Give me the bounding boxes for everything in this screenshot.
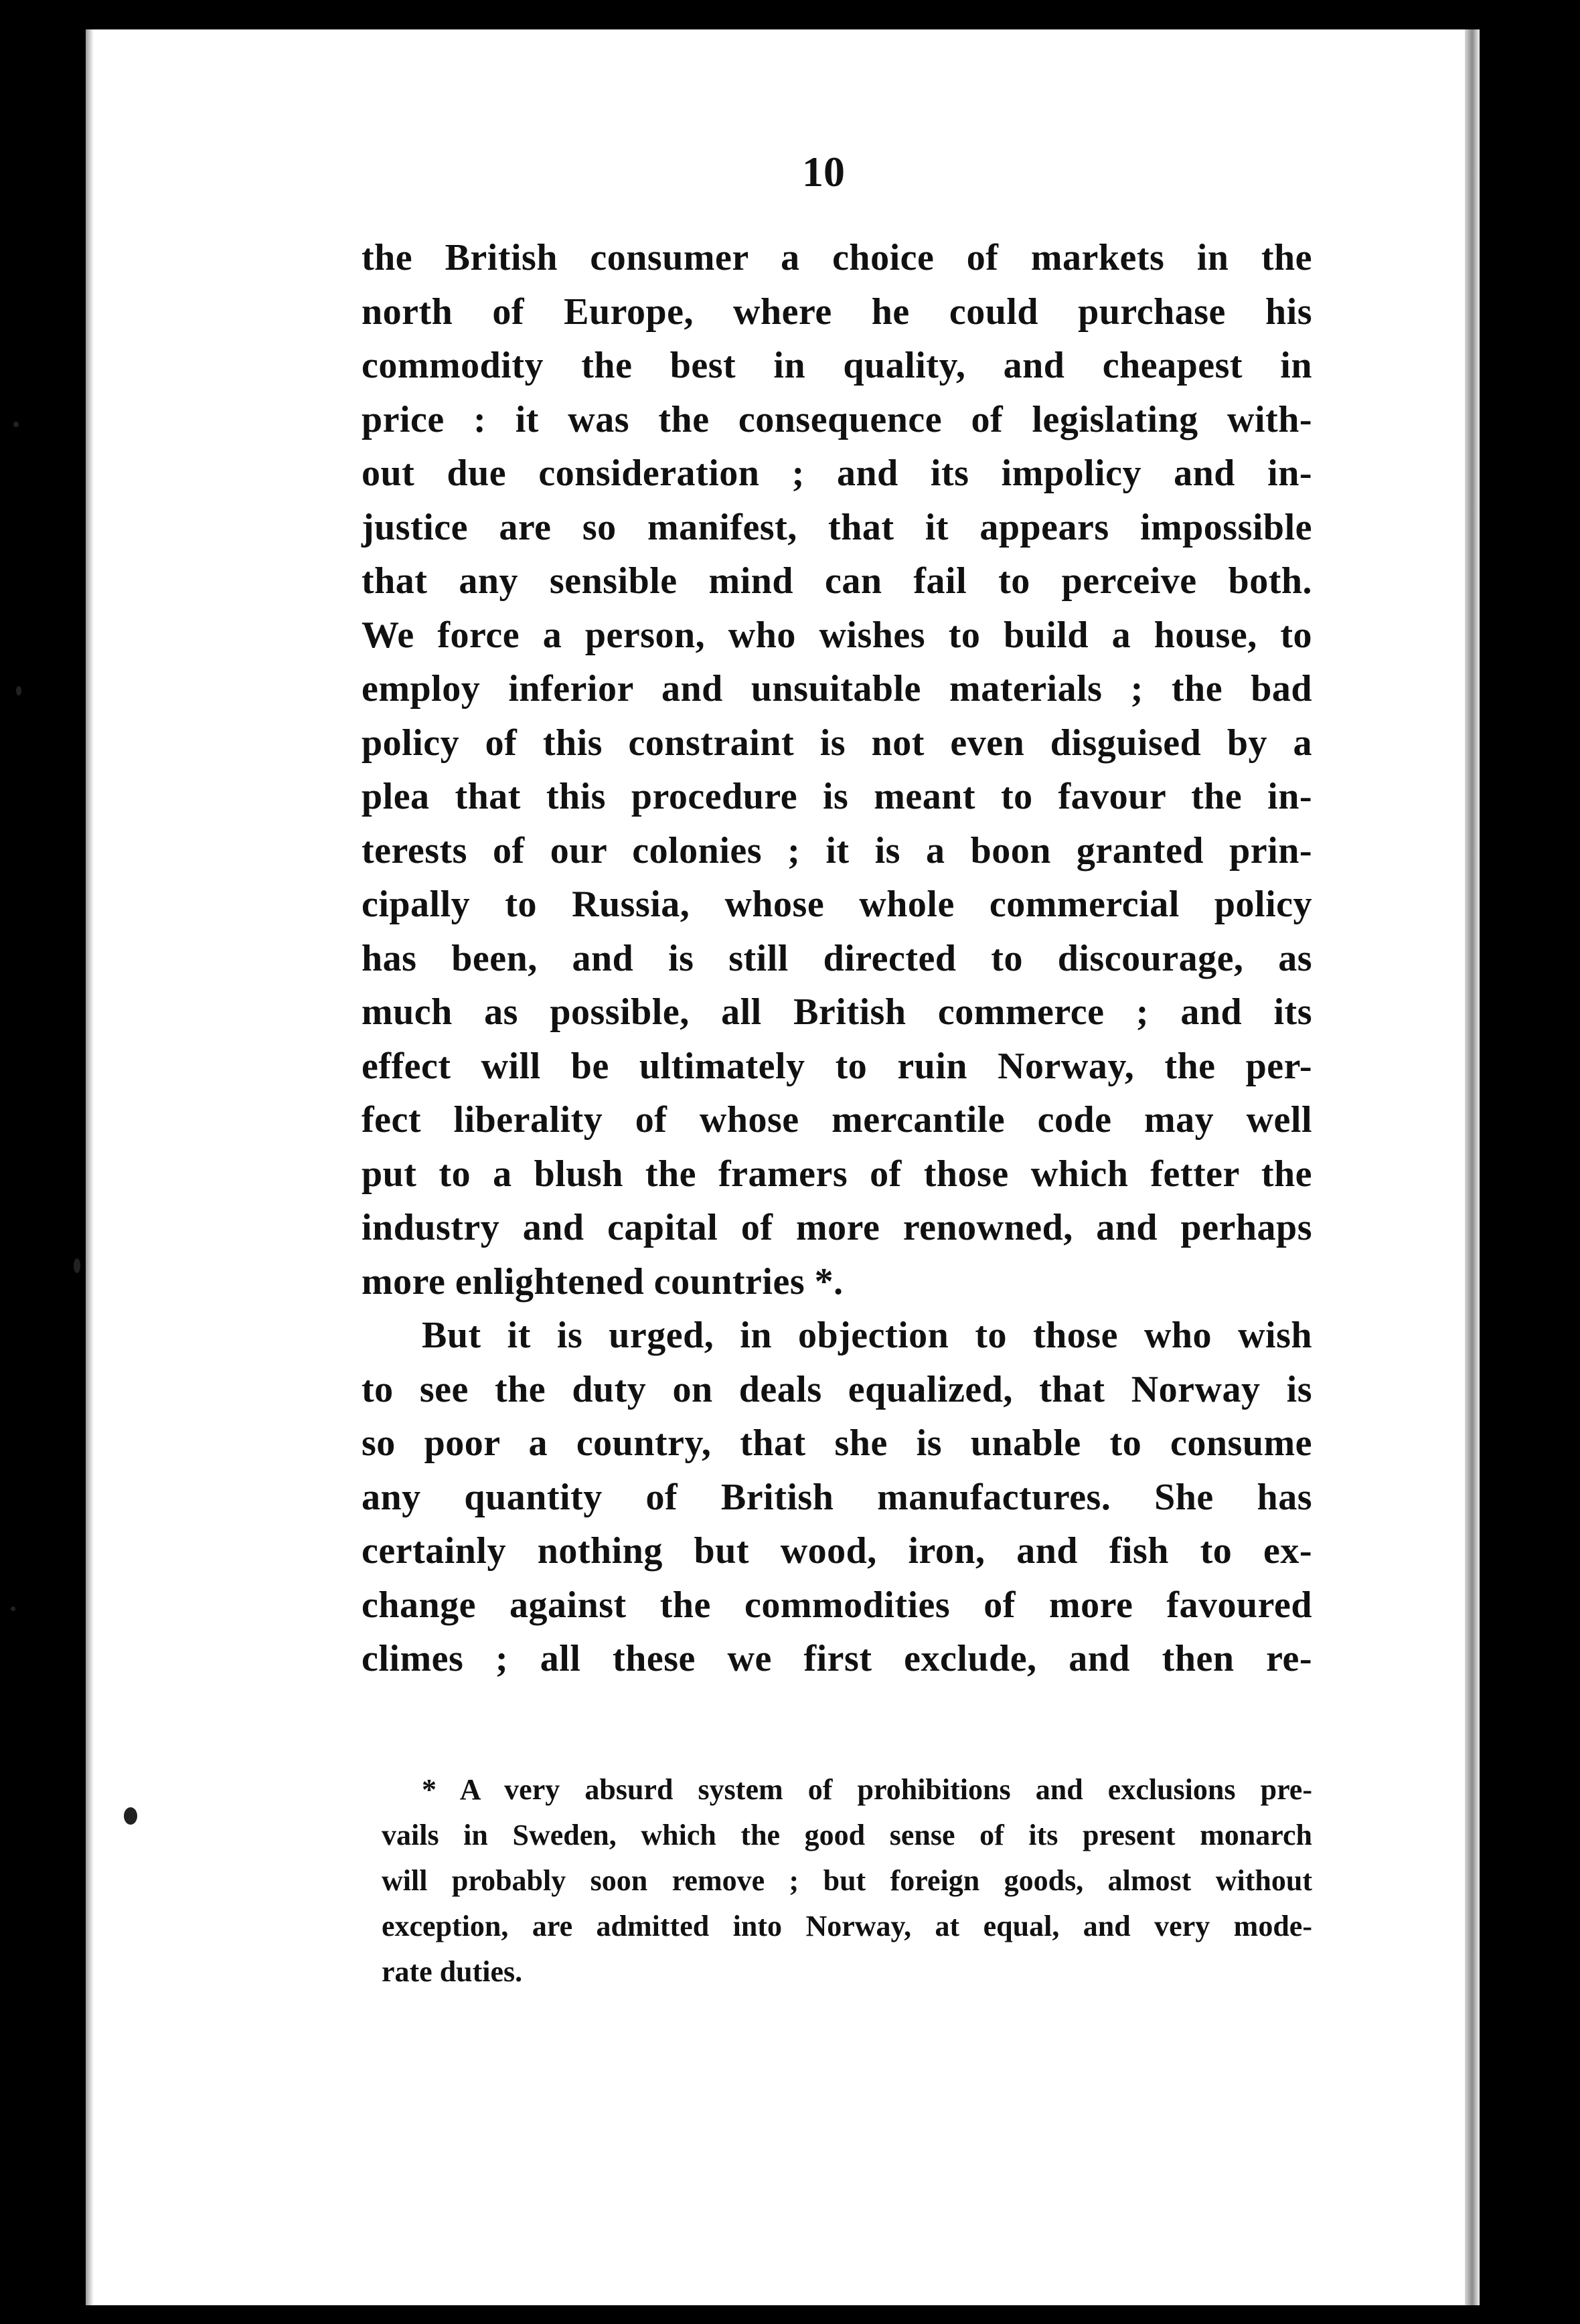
footnote-line: rate duties.	[382, 1955, 523, 1988]
body-line: much as possible, all British commerce ; and its	[362, 991, 1312, 1033]
body-line: any quantity of British manufactures. She has	[362, 1476, 1312, 1518]
page-edge	[1465, 29, 1480, 2305]
body-line: north of Europe, where he could purchase his	[362, 290, 1312, 333]
scan-speck	[13, 422, 19, 427]
body-line: policy of this constraint is not even disguised by a	[362, 722, 1312, 764]
page-number: 10	[802, 148, 845, 195]
footnote-line: * A very absurd system of prohibitions and exclusions pre-	[422, 1773, 1312, 1806]
body-line: fect liberality of whose mercantile code may well	[362, 1099, 1312, 1141]
body-line: change against the commodities of more favoured	[362, 1584, 1312, 1626]
body-line: terests of our colonies ; it is a boon granted prin-	[362, 829, 1312, 872]
body-line: that any sensible mind can fail to perceive both.	[362, 560, 1312, 602]
body-line: commodity the best in quality, and cheapest in	[362, 345, 1312, 386]
body-line: But it is urged, in objection to those who wish	[422, 1315, 1312, 1356]
body-line: more enlightened countries *.	[362, 1260, 844, 1303]
body-line: the British consumer a choice of markets in the	[362, 237, 1312, 278]
footnote-line: will probably soon remove ; but foreign goods, almost without	[382, 1864, 1312, 1897]
body-line: out due consideration ; and its impolicy and in-	[362, 452, 1312, 494]
body-line: so poor a country, that she is unable to consume	[362, 1422, 1312, 1464]
body-line: plea that this procedure is meant to favour the in-	[362, 776, 1312, 817]
body-line: industry and capital of more renowned, and perhaps	[362, 1207, 1312, 1248]
body-line: has been, and is still directed to discourage, as	[362, 937, 1312, 979]
body-line: cipally to Russia, whose whole commercial policy	[362, 884, 1312, 925]
body-line: justice are so manifest, that it appears impossible	[362, 506, 1312, 548]
body-line: put to a blush the framers of those which fetter the	[362, 1153, 1312, 1195]
body-line: certainly nothing but wood, iron, and fish to ex-	[362, 1530, 1312, 1572]
footnote-line: exception, are admitted into Norway, at equal, and very mode-	[382, 1910, 1312, 1942]
body-line: We force a person, who wishes to build a house, to	[362, 614, 1312, 656]
footnote	[382, 1767, 1312, 1995]
scan-speck	[124, 1807, 137, 1825]
body-text	[362, 231, 1312, 1686]
scan-speck	[74, 1258, 80, 1273]
page-gutter-shadow	[86, 29, 94, 2305]
body-line: employ inferior and unsuitable materials ; the bad	[362, 668, 1312, 710]
body-line: price : it was the consequence of legislating with-	[362, 398, 1312, 440]
scan-speck	[11, 1606, 15, 1611]
body-line: effect will be ultimately to ruin Norway, the per-	[362, 1045, 1312, 1087]
body-line: to see the duty on deals equalized, that Norway is	[362, 1368, 1312, 1410]
footnote-line: vails in Sweden, which the good sense of its present monarch	[382, 1819, 1312, 1851]
scan-speck	[16, 686, 21, 695]
body-line: climes ; all these we first exclude, and then re-	[362, 1638, 1312, 1679]
